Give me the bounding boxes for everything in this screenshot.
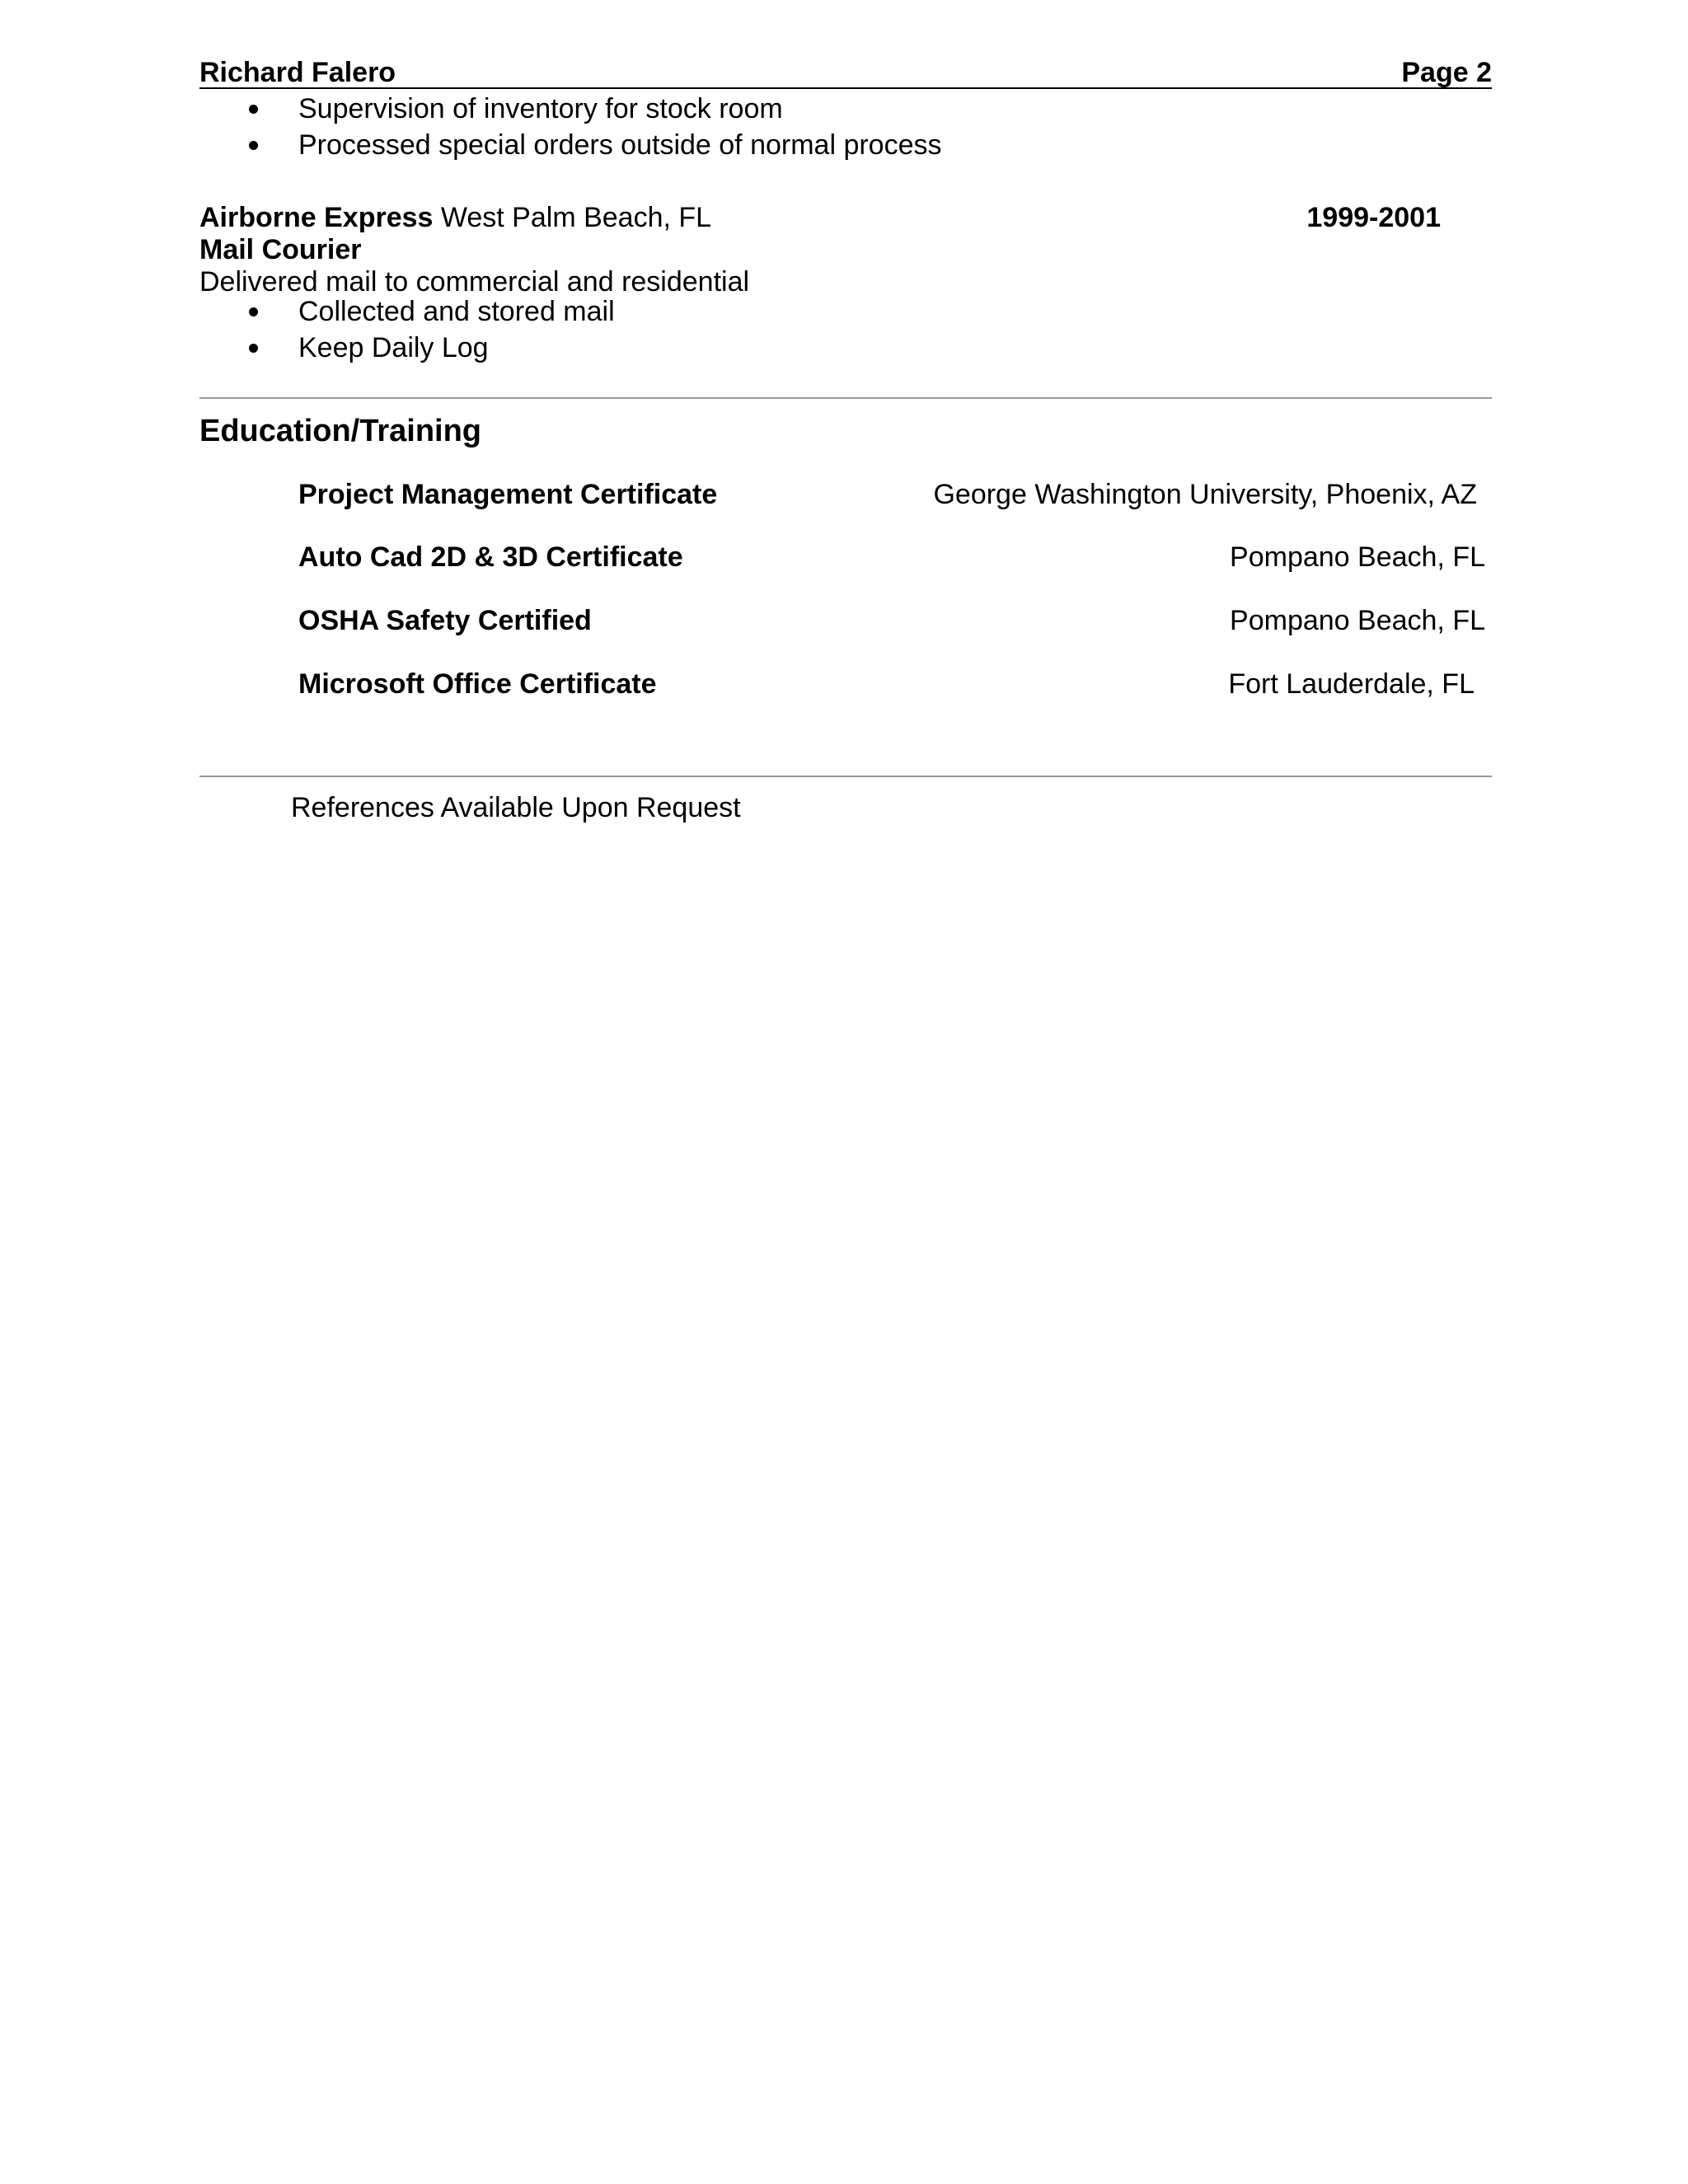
page-header: [199, 58, 1492, 89]
education-location: Pompano Beach, FL: [1230, 541, 1485, 573]
education-certificate: OSHA Safety Certified: [298, 605, 592, 636]
job-company: Airborne Express: [199, 202, 434, 233]
bullet-item: Processed special orders outside of normal process: [199, 127, 942, 163]
education-location: George Washington University, Phoenix, AZ: [933, 479, 1477, 510]
bullet-item: Supervision of inventory for stock room: [199, 91, 942, 127]
education-heading: Education/Training: [199, 414, 482, 448]
job-location: West Palm Beach, FL: [433, 202, 712, 233]
header-page-number: Page 2: [1401, 57, 1492, 88]
education-certificate: Project Management Certificate: [298, 479, 718, 510]
education-location: Fort Lauderdale, FL: [1228, 668, 1475, 700]
education-certificate: Microsoft Office Certificate: [298, 668, 657, 700]
prior-job-bullet-list: [199, 91, 942, 163]
job-header-row: [199, 202, 1492, 234]
header-name: Richard Falero: [199, 57, 396, 88]
job-description: Delivered mail to commercial and residential: [199, 266, 750, 298]
job-dates: 1999-2001: [1306, 202, 1441, 233]
section-divider: [199, 397, 1492, 399]
job-entry: [199, 202, 1492, 298]
education-location: Pompano Beach, FL: [1230, 605, 1485, 636]
job-bullet-list: [199, 293, 615, 366]
bullet-item: Collected and stored mail: [199, 293, 615, 330]
job-company-line: [199, 202, 711, 234]
education-item: [298, 666, 1485, 702]
education-item: [298, 539, 1485, 575]
education-item: [298, 476, 1485, 513]
education-certificate: Auto Cad 2D & 3D Certificate: [298, 541, 683, 573]
education-item: [298, 602, 1485, 639]
bullet-item: Keep Daily Log: [199, 330, 615, 366]
references-note: References Available Upon Request: [291, 792, 741, 823]
section-divider: [199, 776, 1492, 777]
job-title: Mail Courier: [199, 234, 362, 265]
